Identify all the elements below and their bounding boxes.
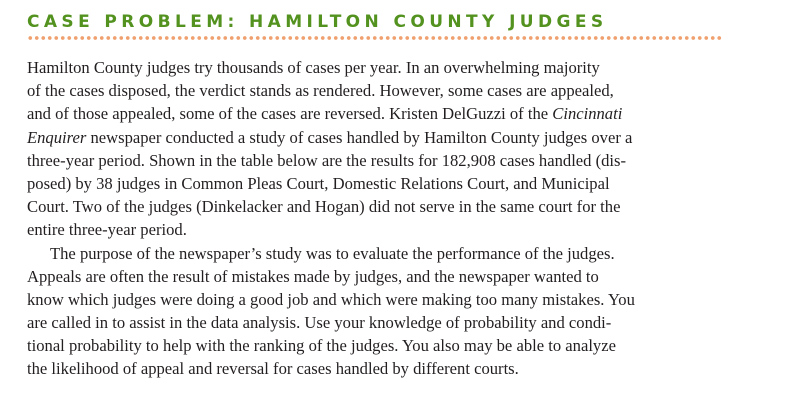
paragraph-line (27, 126, 747, 149)
paragraph-line: the likelihood of appeal and reversal for cases handled by different courts. (27, 359, 519, 379)
paragraph-line: of the cases disposed, the verdict stands as rendered. However, some cases are appealed, (27, 81, 614, 101)
case-problem-body (27, 56, 747, 381)
case-problem-title: CASE PROBLEM: HAMILTON COUNTY JUDGES (27, 12, 608, 32)
paragraph-line: Court. Two of the judges (Dinkelacker and Hogan) did not serve in the same court for the (27, 197, 621, 217)
paragraph-line (27, 102, 747, 125)
paragraph-line: know which judges were doing a good job and which were making too many mistakes. You (27, 289, 635, 309)
paragraph-line: are called in to assist in the data analysis. Use your knowledge of probability and condi- (27, 313, 612, 333)
paragraph-2 (27, 242, 747, 381)
line-text: newspaper conducted a study of cases handled by Hamilton County judges over a (86, 127, 633, 147)
paragraph-line: posed) by 38 judges in Common Pleas Court, Domestic Relations Court, and Municipal (27, 173, 610, 193)
paragraph-line: tional probability to help with the ranking of the judges. You also may be able to analyze (27, 336, 616, 356)
paragraph-line: Hamilton County judges try thousands of cases per year. In an overwhelming majority (27, 58, 600, 77)
paragraph-line: The purpose of the newspaper’s study was to evaluate the performance of the judges. (50, 243, 615, 263)
line-text: and of those appealed, some of the cases are reversed. Kristen DelGuzzi of the (27, 104, 553, 124)
publication-name-part-2: Enquirer (27, 127, 87, 147)
paragraph-line: entire three-year period. (27, 220, 187, 240)
paragraph-1 (27, 56, 747, 242)
paragraph-line: Appeals are often the result of mistakes made by judges, and the newspaper wanted to (27, 266, 599, 286)
publication-name-part-1: Cincinnati (552, 104, 623, 124)
dotted-divider (27, 35, 722, 41)
paragraph-line: three-year period. Shown in the table below are the results for 182,908 cases handled (dis- (27, 150, 627, 170)
